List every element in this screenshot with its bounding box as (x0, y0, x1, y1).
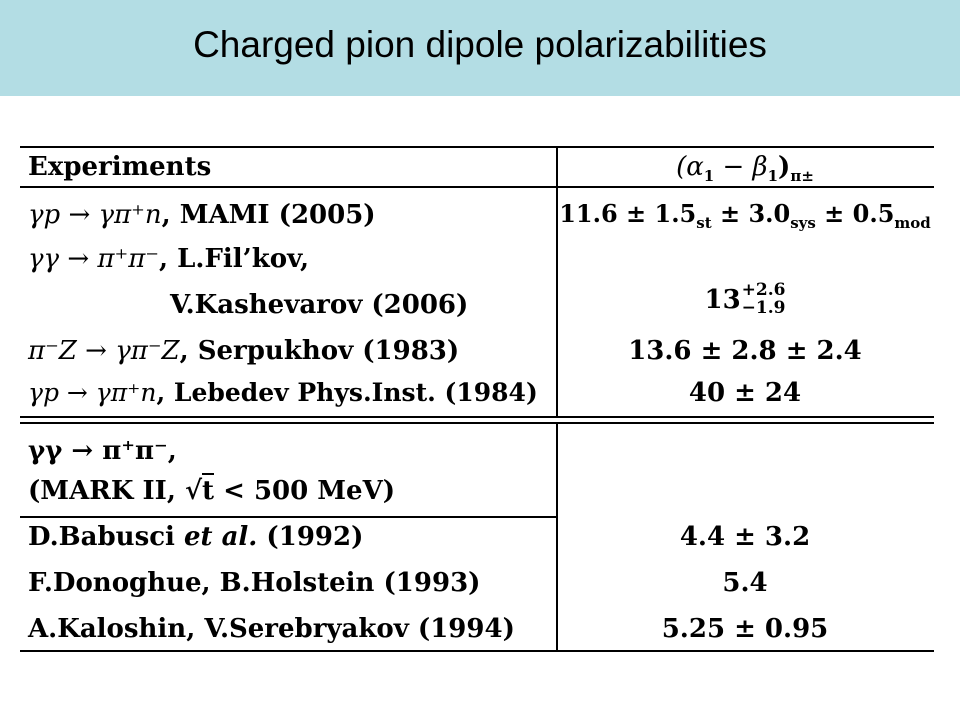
row-filkov: γγ → π⁺π⁻, L.Fil’kov, (28, 244, 310, 274)
value-donoghue: 5.4 (722, 568, 768, 598)
value-serpukhov: 13.6 ± 2.8 ± 2.4 (628, 336, 862, 366)
row-kaloshin: A.Kaloshin, V.Serebryakov (1994) (28, 614, 515, 644)
value-babusci: 4.4 ± 3.2 (679, 522, 811, 552)
mark-divider (20, 516, 556, 518)
slide-title: Charged pion dipole polarizabilities (193, 24, 767, 65)
polarizability-table (20, 146, 934, 652)
row-donoghue: F.Donoghue, B.Holstein (1993) (28, 568, 481, 598)
value-lebedev: 40 ± 24 (688, 378, 802, 408)
header-experiments: Experiments (28, 152, 212, 182)
value-kashevarov: 13 +2.6 −1.9 (704, 280, 786, 318)
row-mami: γp → γπ⁺n, MAMI (2005) (28, 200, 376, 230)
header-divider (20, 186, 934, 188)
group-divider-a (20, 416, 934, 418)
value-kaloshin: 5.25 ± 0.95 (661, 614, 829, 644)
value-mami: $11.6 \pm 1.5_{st} \pm 3.0_{sys} \pm 0.5_{mod}$ (559, 199, 931, 232)
group-divider-b (20, 422, 934, 424)
row-lebedev: γp → γπ⁺n, Lebedev Phys.Inst. (1984) (28, 378, 538, 407)
row-kashevarov: V.Kashevarov (2006) (170, 290, 469, 320)
header-polarizability: $(\alpha_1 - \beta_1)_{\pi\pm}$ (676, 152, 814, 185)
table-top-border (20, 146, 934, 148)
table-bottom-border (20, 650, 934, 652)
row-mark-reaction: γγ → π⁺π⁻, (28, 436, 177, 466)
row-babusci: D.Babusci et al. (1992) (28, 522, 364, 552)
row-serpukhov: π⁻Z → γπ⁻Z, Serpukhov (1983) (28, 336, 460, 366)
row-mark-condition: (MARK II, √t < 500 MeV) (28, 478, 395, 504)
